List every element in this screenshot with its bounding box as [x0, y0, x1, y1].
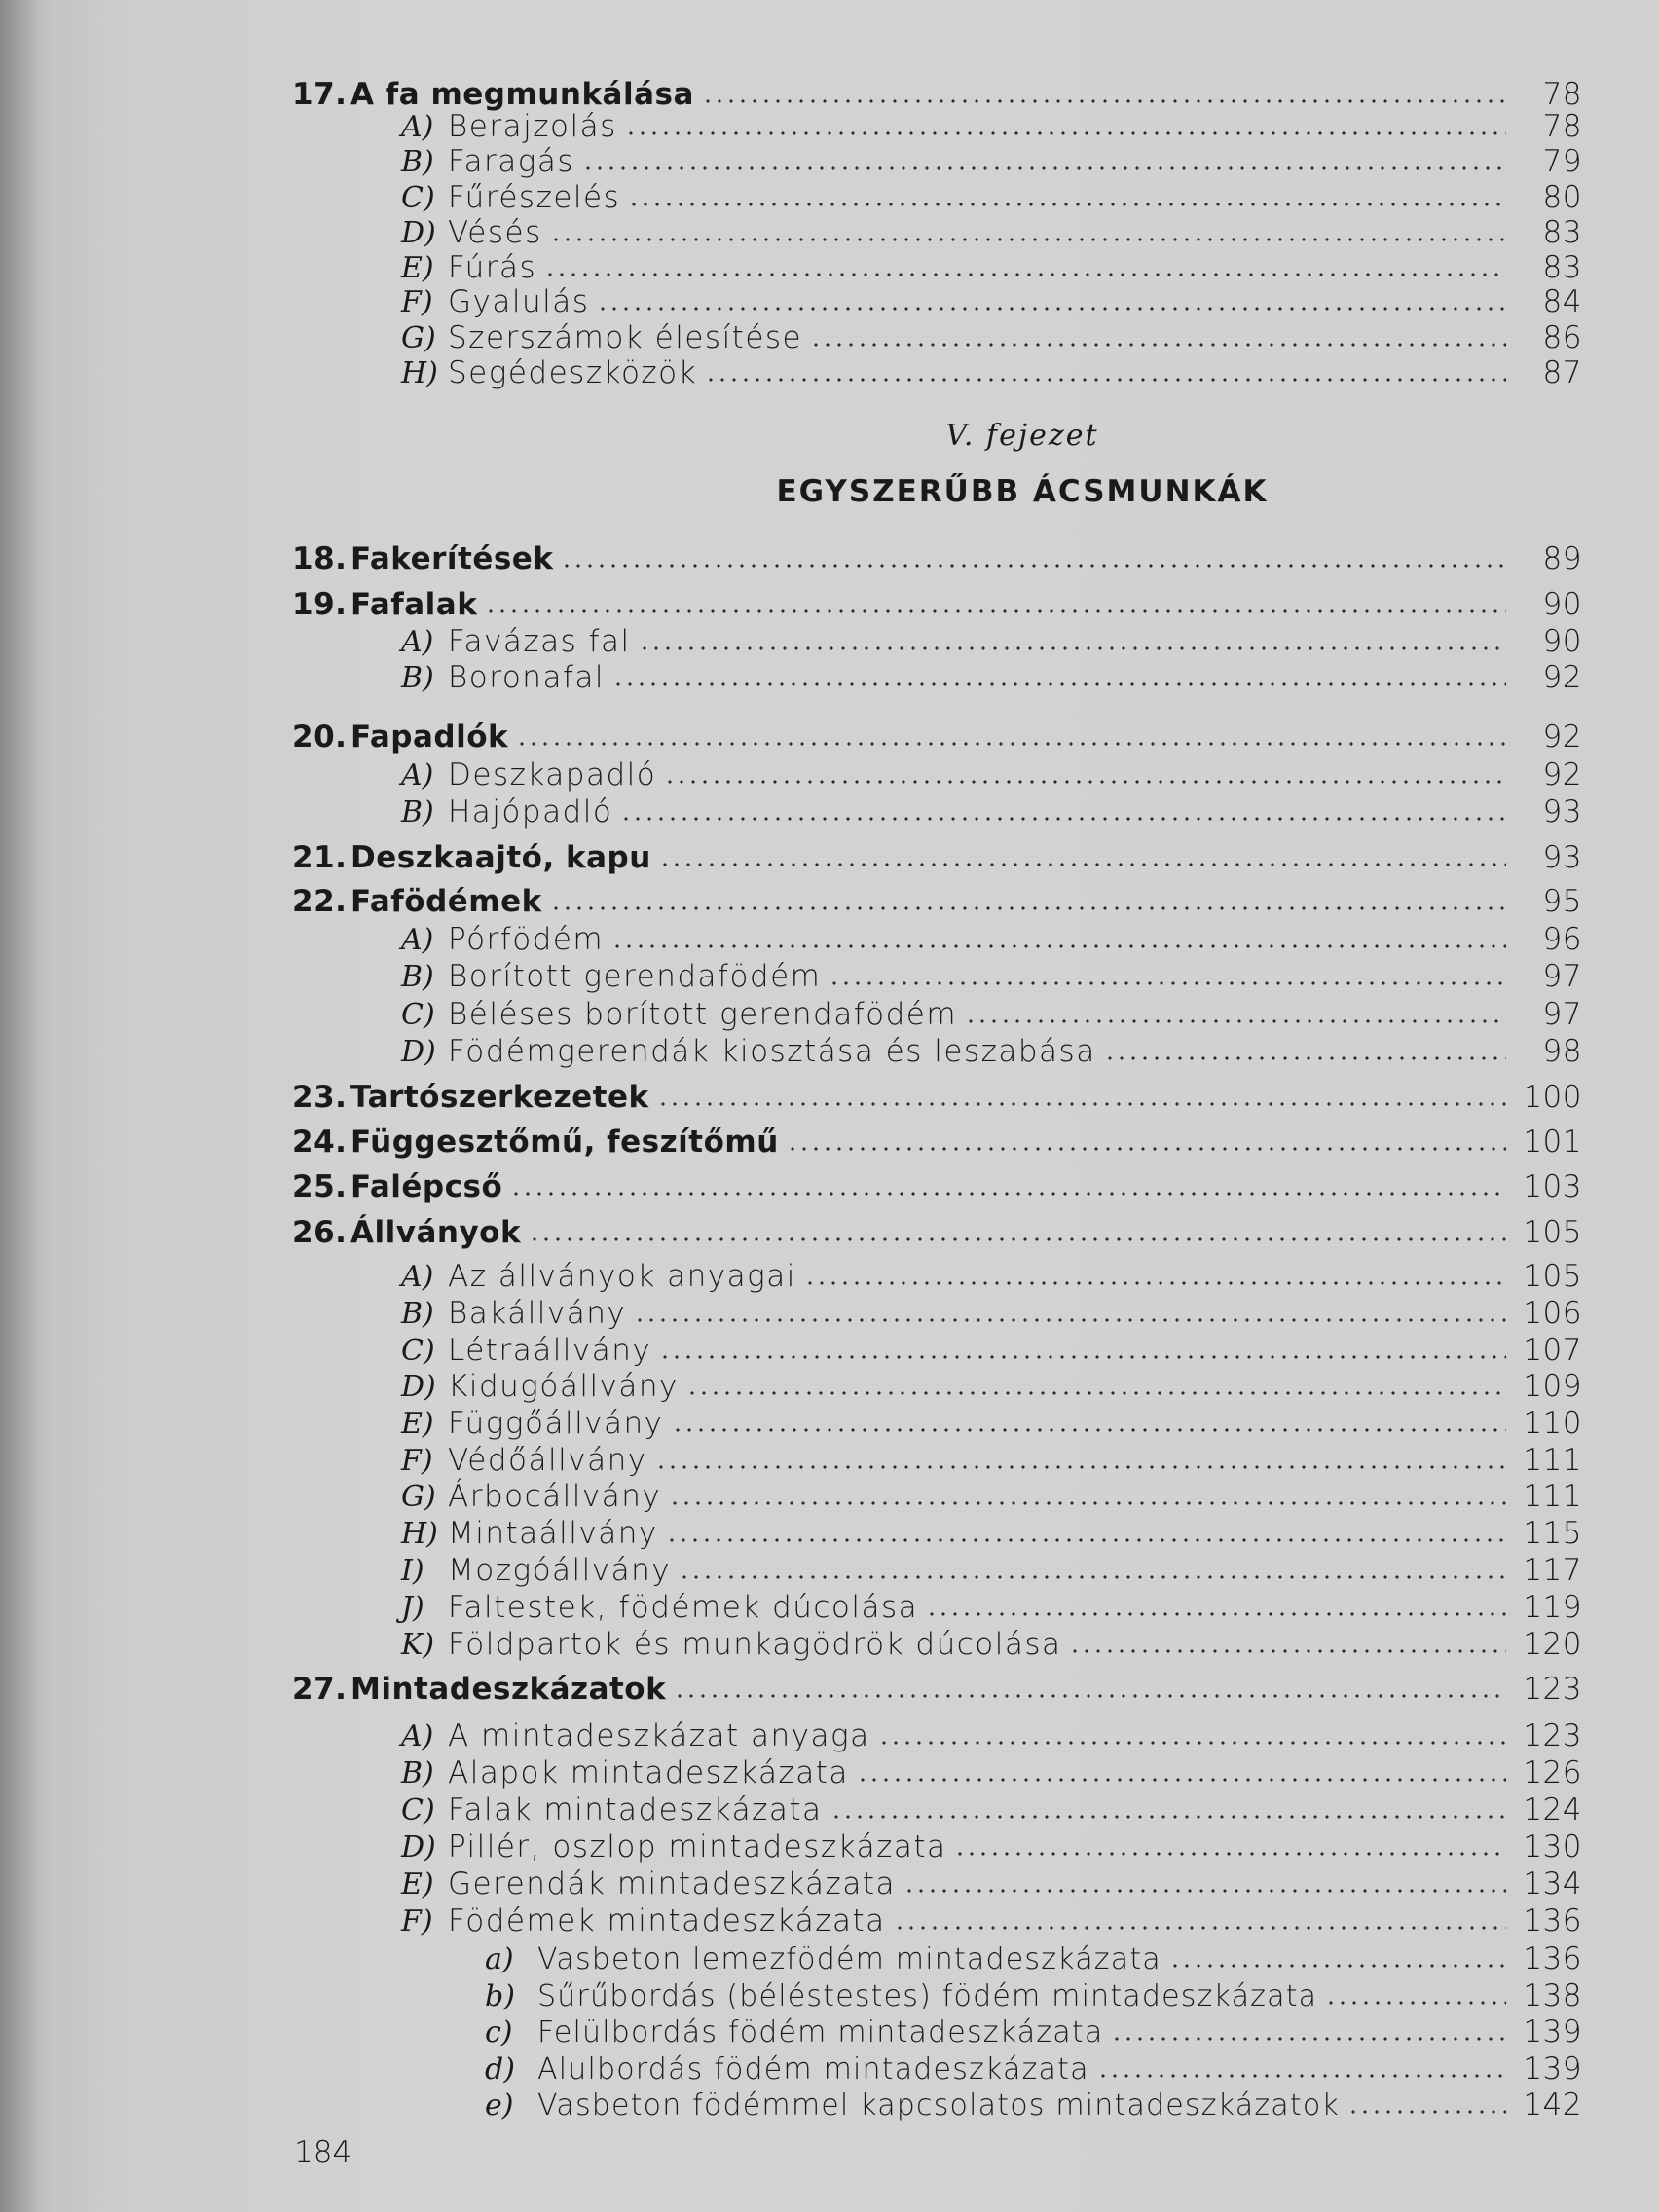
- entry-page-number: 119: [1523, 1590, 1582, 1625]
- toc-section-entry: [292, 883, 1582, 920]
- toc-subentry: [401, 1626, 1582, 1663]
- dot-leader: [878, 1741, 1506, 1745]
- entry-title: Falak mintadeszkázata: [448, 1792, 823, 1827]
- dot-leader: [655, 1465, 1506, 1469]
- dot-leader: [561, 564, 1506, 568]
- dot-leader: [1347, 2110, 1506, 2114]
- toc-subentry: [401, 143, 1582, 180]
- dot-leader: [926, 1612, 1506, 1616]
- entry-number: 24.: [292, 1124, 348, 1160]
- entry-page-number: 89: [1542, 541, 1582, 576]
- entry-page-number: 109: [1523, 1369, 1582, 1404]
- toc-subentry: [401, 793, 1582, 830]
- entry-number: 22.: [292, 884, 348, 919]
- toc-subentry: [401, 354, 1582, 391]
- dot-leader: [516, 742, 1506, 746]
- dot-leader: [954, 1852, 1506, 1856]
- dot-leader: [529, 1237, 1506, 1241]
- dot-leader: [639, 646, 1506, 650]
- dot-leader: [672, 1428, 1506, 1432]
- entry-title: Kidugóállvány: [448, 1369, 679, 1404]
- toc-section-entry: [292, 719, 1582, 756]
- entry-title: A mintadeszkázat anyaga: [448, 1718, 870, 1753]
- toc-section-entry: [292, 1124, 1582, 1161]
- chapter-title: EGYSZERŰBB ÁCSMUNKÁK: [776, 474, 1269, 509]
- entry-page-number: 90: [1542, 624, 1582, 659]
- entry-title: Gyalulás: [448, 284, 590, 319]
- entry-page-number: 105: [1523, 1259, 1582, 1294]
- dot-leader: [664, 780, 1506, 784]
- dot-leader: [903, 1889, 1506, 1893]
- dot-leader: [1111, 2037, 1506, 2041]
- entry-page-number: 106: [1523, 1296, 1582, 1331]
- entry-page-number: 78: [1542, 77, 1582, 112]
- dot-leader: [674, 1694, 1506, 1698]
- entry-page-number: 115: [1523, 1516, 1582, 1551]
- dot-leader: [857, 1778, 1506, 1782]
- entry-title: Vasbeton födémmel kapcsolatos mintadeszkázatok: [537, 2088, 1340, 2122]
- toc-subentry: [401, 1258, 1582, 1295]
- toc-subentry: [485, 2013, 1582, 2050]
- entry-page-number: 110: [1523, 1406, 1582, 1441]
- entry-page-number: 79: [1542, 144, 1582, 179]
- entry-title: Deszkaajtó, kapu: [350, 840, 651, 875]
- entry-title: Szerszámok élesítése: [448, 320, 803, 355]
- entry-letter: a): [485, 1942, 514, 1976]
- entry-title: Fakerítések: [350, 541, 554, 576]
- toc-subentry: [401, 1791, 1582, 1828]
- page-number: 184: [294, 2135, 352, 2170]
- entry-page-number: 126: [1523, 1755, 1582, 1790]
- dot-leader: [1097, 2074, 1506, 2078]
- entry-page-number: 86: [1542, 320, 1582, 355]
- entry-letter: B): [401, 661, 434, 695]
- entry-title: Bakállvány: [448, 1296, 627, 1331]
- entry-number: 27.: [292, 1672, 348, 1707]
- entry-letter: E): [401, 1867, 434, 1901]
- entry-title: Tartószerkezetek: [350, 1080, 649, 1115]
- entry-page-number: 123: [1523, 1718, 1582, 1753]
- entry-letter: D): [401, 216, 436, 250]
- entry-letter: F): [401, 285, 433, 319]
- entry-page-number: 95: [1542, 884, 1582, 919]
- dot-leader: [666, 1538, 1506, 1542]
- dot-leader: [625, 131, 1506, 135]
- entry-number: 20.: [292, 719, 348, 755]
- dot-leader: [686, 1391, 1506, 1395]
- entry-page-number: 92: [1542, 719, 1582, 755]
- dot-leader: [544, 273, 1506, 276]
- dot-leader: [510, 1192, 1506, 1196]
- book-spine-shadow: [0, 0, 56, 2212]
- entry-page-number: 107: [1523, 1333, 1582, 1368]
- entry-letter: B): [401, 145, 434, 179]
- entry-letter: F): [401, 1444, 433, 1478]
- entry-letter: A): [401, 923, 434, 957]
- entry-title: Födémek mintadeszkázata: [448, 1903, 886, 1938]
- dot-leader: [702, 99, 1506, 103]
- entry-letter: C): [401, 1334, 435, 1368]
- entry-title: Gerendák mintadeszkázata: [448, 1866, 896, 1901]
- entry-title: Fűrészelés: [448, 180, 621, 215]
- entry-title: Létraállvány: [448, 1333, 652, 1368]
- entry-page-number: 90: [1542, 587, 1582, 622]
- toc-section-entry: [292, 839, 1582, 876]
- entry-number: 21.: [292, 840, 348, 875]
- toc-subentry: [401, 1902, 1582, 1939]
- toc-section-entry: [292, 1168, 1582, 1205]
- dot-leader: [669, 1501, 1506, 1505]
- dot-leader: [550, 906, 1506, 910]
- toc-section-entry: [292, 540, 1582, 577]
- entry-page-number: 120: [1523, 1627, 1582, 1662]
- toc-subentry: [401, 1442, 1582, 1479]
- entry-letter: C): [401, 181, 435, 215]
- entry-page-number: 111: [1523, 1443, 1582, 1478]
- entry-letter: A): [401, 758, 434, 793]
- dot-leader: [787, 1147, 1506, 1151]
- toc-subentry: [401, 1332, 1582, 1369]
- entry-letter: C): [401, 1793, 435, 1827]
- entry-page-number: 92: [1542, 660, 1582, 695]
- dot-leader: [659, 1355, 1506, 1359]
- entry-title: Függőállvány: [448, 1406, 664, 1441]
- entry-title: Fapadlók: [350, 719, 509, 755]
- toc-subentry: [401, 1552, 1582, 1589]
- entry-title: A fa megmunkálása: [350, 77, 694, 112]
- entry-letter: E): [401, 251, 434, 285]
- dot-leader: [1069, 1649, 1506, 1653]
- entry-title: Faltestek, födémek dúcolása: [448, 1590, 919, 1625]
- entry-number: 17.: [292, 77, 348, 112]
- entry-page-number: 103: [1523, 1169, 1582, 1204]
- toc-subentry: [401, 179, 1582, 216]
- dot-leader: [679, 1575, 1506, 1579]
- entry-letter: I): [401, 1554, 424, 1588]
- entry-letter: E): [401, 1407, 434, 1441]
- dot-leader: [620, 817, 1506, 821]
- toc-subentry: [485, 1940, 1582, 1977]
- entry-title: Az állványok anyagai: [448, 1259, 796, 1294]
- entry-page-number: 138: [1523, 1978, 1582, 2013]
- entry-title: Fafalak: [350, 587, 478, 622]
- entry-letter: C): [401, 998, 435, 1032]
- toc-subentry: [401, 996, 1582, 1033]
- entry-title: Pillér, oszlop mintadeszkázata: [448, 1829, 947, 1864]
- toc-section-entry: [292, 1671, 1582, 1708]
- entry-letter: G): [401, 321, 436, 355]
- toc-subentry: [401, 623, 1582, 660]
- dot-leader: [582, 166, 1506, 170]
- entry-page-number: 139: [1523, 2014, 1582, 2049]
- entry-title: Berajzolás: [448, 109, 617, 144]
- dot-leader: [628, 203, 1506, 206]
- entry-letter: G): [401, 1480, 436, 1514]
- toc-subentry: [401, 1717, 1582, 1754]
- entry-title: Függesztőmű, feszítőmű: [350, 1124, 779, 1160]
- entry-letter: D): [401, 1830, 436, 1864]
- entry-page-number: 117: [1523, 1553, 1582, 1588]
- entry-page-number: 136: [1523, 1903, 1582, 1938]
- toc-subentry: [485, 2050, 1582, 2087]
- entry-title: Fafödémek: [350, 884, 542, 919]
- entry-page-number: 98: [1542, 1034, 1582, 1069]
- entry-title: Béléses borított gerendafödém: [448, 997, 958, 1032]
- entry-title: Mintaállvány: [448, 1516, 658, 1551]
- chapter-label: V. fejezet: [945, 419, 1099, 453]
- entry-title: Fúrás: [448, 250, 537, 285]
- toc-subentry: [401, 108, 1582, 145]
- dot-leader: [550, 238, 1506, 241]
- entry-title: Állványok: [350, 1215, 522, 1250]
- toc-section-entry: [292, 1079, 1582, 1116]
- entry-page-number: 84: [1542, 284, 1582, 319]
- entry-title: Felülbordás födém mintadeszkázata: [537, 2015, 1104, 2049]
- dot-leader: [1104, 1056, 1506, 1060]
- entry-page-number: 83: [1542, 215, 1582, 250]
- entry-title: Boronafal: [448, 660, 605, 695]
- toc-subentry: [401, 1589, 1582, 1626]
- dot-leader: [1325, 2001, 1506, 2005]
- dot-leader: [965, 1019, 1506, 1023]
- dot-leader: [804, 1281, 1506, 1285]
- toc-subentry: [485, 1977, 1582, 2014]
- entry-page-number: 93: [1542, 840, 1582, 875]
- entry-page-number: 87: [1542, 355, 1582, 390]
- entry-title: Alapok mintadeszkázata: [448, 1755, 849, 1790]
- toc-subentry: [401, 1295, 1582, 1332]
- entry-title: Borított gerendafödém: [448, 959, 822, 994]
- toc-section-entry: [292, 586, 1582, 623]
- entry-letter: K): [401, 1628, 435, 1662]
- toc-subentry: [401, 1515, 1582, 1552]
- toc-subentry: [401, 283, 1582, 320]
- entry-page-number: 92: [1542, 757, 1582, 793]
- entry-page-number: 93: [1542, 794, 1582, 830]
- entry-title: Védőállvány: [448, 1443, 647, 1478]
- toc-section-entry: [292, 1214, 1582, 1251]
- toc-subentry: [401, 659, 1582, 696]
- entry-page-number: 124: [1523, 1792, 1582, 1827]
- entry-number: 26.: [292, 1215, 348, 1250]
- entry-page-number: 78: [1542, 109, 1582, 144]
- entry-title: Faragás: [448, 144, 574, 179]
- dot-leader: [705, 378, 1506, 382]
- toc-subentry: [401, 958, 1582, 995]
- dot-leader: [1169, 1964, 1506, 1968]
- entry-page-number: 134: [1523, 1866, 1582, 1901]
- entry-page-number: 123: [1523, 1672, 1582, 1707]
- entry-page-number: 97: [1542, 997, 1582, 1032]
- entry-page-number: 97: [1542, 959, 1582, 994]
- toc-subentry: [401, 756, 1582, 793]
- dot-leader: [597, 307, 1506, 311]
- entry-title: Sűrűbordás (béléstestes) födém mintadeszkázata: [537, 1979, 1318, 2013]
- entry-title: Segédeszközök: [448, 355, 698, 390]
- toc-subentry: [401, 249, 1582, 286]
- entry-letter: B): [401, 795, 434, 830]
- entry-letter: A): [401, 1260, 434, 1294]
- entry-title: Favázas fal: [448, 624, 631, 659]
- toc-subentry: [401, 1405, 1582, 1442]
- entry-title: Mozgóállvány: [448, 1553, 672, 1588]
- entry-number: 18.: [292, 541, 348, 576]
- dot-leader: [830, 1815, 1506, 1819]
- entry-page-number: 101: [1523, 1124, 1582, 1160]
- dot-leader: [612, 682, 1506, 686]
- entry-page-number: 80: [1542, 180, 1582, 215]
- entry-title: Pórfödém: [448, 922, 605, 957]
- dot-leader: [810, 343, 1506, 347]
- entry-number: 23.: [292, 1080, 348, 1115]
- toc-subentry: [401, 1033, 1582, 1070]
- entry-letter: H): [401, 356, 438, 390]
- entry-title: Mintadeszkázatok: [350, 1672, 667, 1707]
- dot-leader: [894, 1926, 1506, 1930]
- toc-subentry: [485, 2086, 1582, 2123]
- entry-letter: H): [401, 1517, 438, 1551]
- toc-subentry: [401, 1865, 1582, 1902]
- dot-leader: [485, 609, 1506, 613]
- entry-letter: A): [401, 625, 434, 659]
- entry-letter: B): [401, 960, 434, 994]
- entry-page-number: 105: [1523, 1215, 1582, 1250]
- entry-page-number: 139: [1523, 2051, 1582, 2086]
- toc-subentry: [401, 1828, 1582, 1865]
- entry-letter: e): [485, 2088, 514, 2122]
- entry-letter: A): [401, 1719, 434, 1753]
- entry-page-number: 111: [1523, 1479, 1582, 1514]
- entry-letter: b): [485, 1979, 515, 2013]
- entry-title: Alulbordás födém mintadeszkázata: [537, 2052, 1089, 2086]
- entry-title: Földpartok és munkagödrök dúcolása: [448, 1627, 1062, 1662]
- entry-page-number: 136: [1523, 1941, 1582, 1976]
- toc-subentry: [401, 1754, 1582, 1791]
- entry-letter: c): [485, 2015, 513, 2049]
- entry-letter: B): [401, 1297, 434, 1331]
- dot-leader: [634, 1318, 1506, 1322]
- entry-letter: D): [401, 1035, 436, 1069]
- entry-title: Hajópadló: [448, 794, 613, 830]
- toc-subentry: [401, 921, 1582, 958]
- entry-letter: J): [401, 1591, 424, 1625]
- entry-number: 19.: [292, 587, 348, 622]
- toc-subentry: [401, 319, 1582, 356]
- toc-subentry: [401, 214, 1582, 251]
- entry-page-number: 130: [1523, 1829, 1582, 1864]
- entry-letter: F): [401, 1904, 433, 1938]
- entry-title: Falépcső: [350, 1169, 503, 1204]
- toc-subentry: [401, 1368, 1582, 1405]
- dot-leader: [829, 981, 1506, 985]
- entry-page-number: 100: [1523, 1080, 1582, 1115]
- entry-title: Vasbeton lemezfödém mintadeszkázata: [537, 1942, 1161, 1976]
- entry-number: 25.: [292, 1169, 348, 1204]
- entry-letter: D): [401, 1370, 436, 1404]
- entry-letter: d): [485, 2052, 515, 2086]
- entry-page-number: 83: [1542, 250, 1582, 285]
- dot-leader: [659, 863, 1506, 866]
- dot-leader: [611, 944, 1506, 948]
- entry-title: Vésés: [448, 215, 542, 250]
- entry-title: Árbocállvány: [448, 1479, 662, 1514]
- entry-letter: B): [401, 1756, 434, 1790]
- entry-page-number: 96: [1542, 922, 1582, 957]
- entry-title: Deszkapadló: [448, 757, 657, 793]
- entry-title: Födémgerendák kiosztása és leszabása: [448, 1034, 1096, 1069]
- entry-letter: A): [401, 110, 434, 144]
- toc-subentry: [401, 1478, 1582, 1515]
- dot-leader: [657, 1102, 1506, 1106]
- entry-page-number: 142: [1523, 2087, 1582, 2122]
